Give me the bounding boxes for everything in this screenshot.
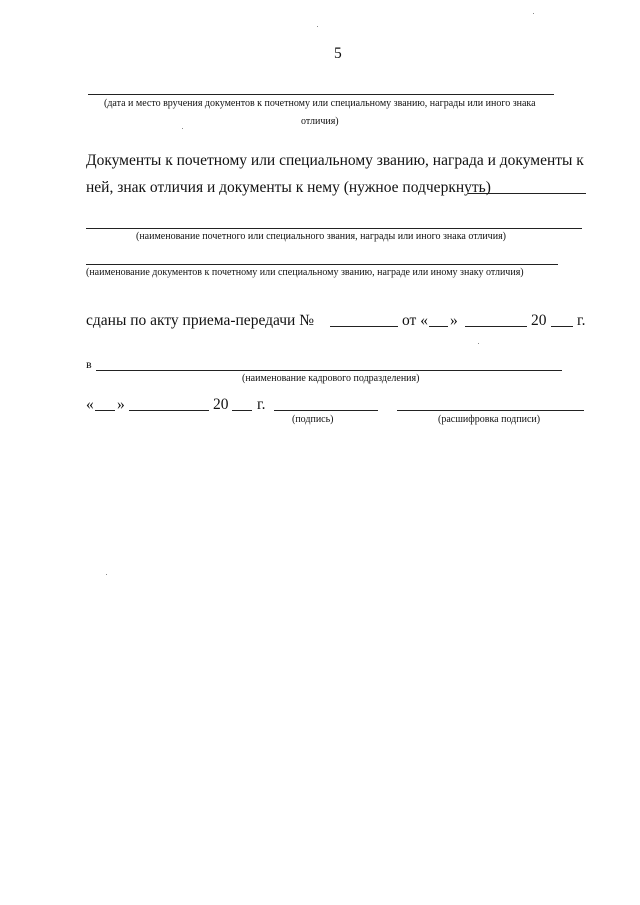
department-name-line[interactable] [96,370,562,371]
signature-caption: (подпись) [292,414,334,425]
department-prefix: в [86,357,92,371]
handover-caption-cont: отличия) [301,116,339,127]
decoding-caption: (расшифровка подписи) [438,414,541,425]
statement-line-2: ней, знак отличия и документы к нему (нужное подчеркнуть) [86,179,491,196]
statement-line-1: Документы к почетному или специальному званию, награда и документы к [86,152,584,169]
act-from-label: от « [402,312,428,329]
signature-quote-open: « [86,396,94,413]
signature-year-prefix: 20 [213,396,229,413]
act-day-field[interactable] [429,326,448,327]
award-name-line[interactable] [86,228,582,229]
handover-caption: (дата и место вручения документов к почетному или специальному званию, награды или иного знака [104,98,536,109]
signature-year-suffix: г. [257,396,266,413]
act-year-field[interactable] [551,326,573,327]
scan-speck [478,343,479,344]
underline-choice-line[interactable] [468,193,586,194]
transfer-act-label: сданы по акту приема-передачи № [86,312,315,329]
signature-decoding-field[interactable] [397,410,584,411]
page-number: 5 [334,45,342,62]
act-number-field[interactable] [330,326,398,327]
act-quote-close: » [450,312,458,329]
documents-name-caption: (наименование документов к почетному или специальному званию, награде или иному знаку отличия) [86,267,524,278]
scan-speck [533,13,534,14]
signature-quote-close: » [117,396,125,413]
scan-speck [106,574,107,575]
act-year-suffix: г. [577,312,586,329]
signature-year-field[interactable] [232,410,252,411]
handover-date-place-line[interactable] [88,94,554,95]
act-month-field[interactable] [465,326,527,327]
signature-month-field[interactable] [129,410,209,411]
scan-speck [182,128,183,129]
scan-speck [317,26,318,27]
documents-name-line[interactable] [86,264,558,265]
signature-field[interactable] [274,410,378,411]
act-year-prefix: 20 [531,312,547,329]
department-caption: (наименование кадрового подразделения) [242,373,420,384]
signature-day-field[interactable] [95,410,115,411]
award-name-caption: (наименование почетного или специального звания, награды или иного знака отличия) [136,231,506,242]
